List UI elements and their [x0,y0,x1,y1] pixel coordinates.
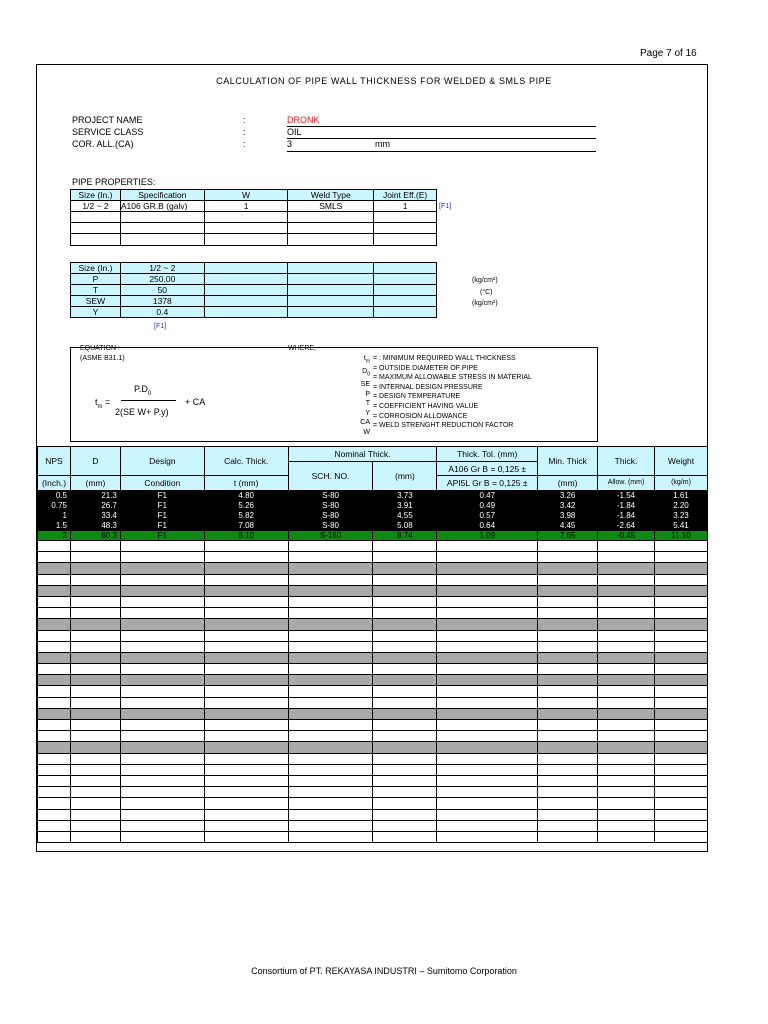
empty-table-row [38,541,708,552]
cell-nps: 1 [38,511,71,521]
param-name: SEW [71,296,121,307]
def-symbol: $t_m$ [363,355,370,365]
cell-nps: 2 [38,531,71,541]
empty-table-row [38,742,708,753]
footer: Consortium of PT. REKAYASA INDUSTRI – Sumitomo Corporation [251,966,517,976]
cell-sch: S-80 [288,501,373,511]
empty-table-row [38,608,708,619]
header-thick-tol: Thick. Tol. (mm) [437,447,538,462]
table-row [38,511,708,521]
header-calc-unit: t (mm) [204,476,288,491]
cell-d: 33.4 [70,511,120,521]
col-header-specification: Specification [120,190,204,201]
param-name: P [71,274,121,285]
param-value: 1378 [120,296,204,307]
header-sch-no: SCH. NO. [288,462,373,491]
header-nps-unit: (Inch.) [38,476,71,491]
cell-sch: S-80 [288,521,373,531]
cell-design: F1 [120,521,204,531]
header-thick-allow: Thick. [598,447,655,476]
def-text: = MAXIMUM ALLOWABLE STRESS IN MATERIAL [373,374,532,382]
cell-joint-eff: 1 [374,201,437,212]
service-class-value [287,127,596,139]
cell-design: F1 [120,491,204,501]
cell-weight: 5.41 [654,521,707,531]
cell-nominal: 4.55 [373,511,437,521]
def-symbol: W [363,428,370,436]
pipe-properties-table [70,189,437,246]
corrosion-allowance-label: COR. ALL.(CA) [72,139,134,149]
param-value: 0.4 [120,307,204,318]
table-row [38,491,708,501]
header-nominal-thick: Nominal Thick. [288,447,437,462]
empty-table-row [38,731,708,742]
empty-table-row [38,641,708,652]
fraction-bar [121,400,176,401]
pipe-properties-heading: PIPE PROPERTIES: [72,177,156,187]
empty-table-row [38,697,708,708]
empty-table-row [38,809,708,820]
cell-design: F1 [120,531,204,541]
cell-weight: 1.61 [654,491,707,501]
cell-allow: -1.54 [598,491,655,501]
empty-table-row [38,708,708,719]
empty-table-row [38,720,708,731]
cell-tol: 0.57 [437,511,538,521]
def-text: = OUTSIDE DIAMETER OF PIPE [373,364,478,372]
col-header-w: W [204,190,288,201]
equation-denominator: 2(SE W+ P.y) [115,407,169,417]
parameter-note: [F1] [154,323,167,330]
def-text: = INTERNAL DESIGN PRESSURE [373,383,483,391]
cell-tol: 1.09 [437,531,538,541]
cell-nps: 0.5 [38,491,71,501]
equation-lhs: $t_m$ = [95,397,111,410]
header-design-unit: Condition [120,476,204,491]
cell-calc: 5.26 [204,501,288,511]
cell-allow: -2.64 [598,521,655,531]
cell-nominal: 8.74 [373,531,437,541]
colon: : [243,139,246,149]
def-symbol: Y [365,409,370,417]
cell-calc: 8.10 [204,531,288,541]
header-nominal-unit: (mm) [373,462,437,491]
header-d: D [70,447,120,476]
empty-table-row [38,619,708,630]
header-min-thick: Min. Thick [538,447,598,476]
cell-tol: 0.64 [437,521,538,531]
cell-nps: 1.5 [38,521,71,531]
empty-table-row [38,585,708,596]
cell-sch: S-80 [288,491,373,501]
cell-nps: 0.75 [38,501,71,511]
cell-w: 1 [204,201,288,212]
cell-d: 60.3 [70,531,120,541]
unit-pressure: (kg/cm²) [472,277,498,284]
parameter-table [70,262,437,318]
service-class-label: SERVICE CLASS [72,127,144,137]
table-row [38,501,708,511]
def-symbol: P [365,390,370,398]
def-text: = DESIGN TEMPERATURE [373,393,461,401]
definition-symbols [340,354,370,438]
empty-table-row [38,787,708,798]
def-symbol: SE [360,380,370,388]
col-header-weld-type: Weld Type [288,190,374,201]
cell-design: F1 [120,501,204,511]
def-symbol: $D_0$ [362,367,370,378]
cell-tol: 0.49 [437,501,538,511]
empty-table-row [38,552,708,563]
cell-min: 3.98 [538,511,598,521]
cell-specification: A106 GR.B (galv) [120,201,204,212]
cell-min: 3.26 [538,491,598,501]
empty-table-row [38,664,708,675]
header-tol-api5l: API5L Gr B = 0,125 ± [437,476,538,491]
colon: : [243,127,246,137]
cell-min: 4.45 [538,521,598,531]
cell-weight: 3.23 [654,511,707,521]
cell-design: F1 [120,511,204,521]
cell-sch: S-160 [288,531,373,541]
param-header-range: 1/2 ~ 2 [120,263,204,274]
param-header-size: Size (In.) [71,263,121,274]
cell-weight: 11.10 [654,531,707,541]
colon: : [243,115,246,125]
cell-allow: -1.84 [598,511,655,521]
unit-stress: (kg/cm²) [472,300,498,307]
def-text: = : MINIMUM REQUIRED WALL THICKNESS [373,355,516,362]
results-table [37,446,708,843]
equation-numerator: $P.D_0$ [134,384,152,397]
project-name-label: PROJECT NAME [72,115,143,125]
cell-d: 26.7 [70,501,120,511]
col-header-size: Size (In.) [71,190,121,201]
cell-min: 7.65 [538,531,598,541]
equation-label: EQUATION : [80,345,120,352]
def-symbol: CA [360,419,370,427]
cell-nominal: 3.91 [373,501,437,511]
unit-temperature: (°C) [480,289,493,296]
param-value: 50 [120,285,204,296]
empty-table-row [38,798,708,809]
cell-nominal: 3.73 [373,491,437,501]
service-class-text: OIL [287,127,302,137]
cell-nominal: 5.08 [373,521,437,531]
header-weight-unit: (kg/m) [654,476,707,491]
empty-table-row [38,753,708,764]
def-text: = CORROSION ALLOWANCE [373,412,468,420]
pipe-properties-note: [F1] [439,203,452,210]
header-allow-unit: Allow. (mm) [598,476,655,491]
cell-calc: 7.08 [204,521,288,531]
empty-table-row [38,630,708,641]
empty-table-row [38,563,708,574]
header-tol-a106: A106 Gr B = 0,125 ± [437,462,538,476]
def-text: = WELD STRENGHT REDUCTION FACTOR [373,422,514,430]
sheet-title: CALCULATION OF PIPE WALL THICKNESS FOR WELDED & SMLS PIPE [216,76,552,86]
empty-table-row [38,596,708,607]
table-row-highlight [38,531,708,541]
cell-d: 48.3 [70,521,120,531]
header-nps: NPS [38,447,71,476]
cell-min: 3.42 [538,501,598,511]
where-label: WHERE, [288,345,316,352]
table-row [38,521,708,531]
def-symbol: T [365,400,370,408]
header-d-unit: (mm) [70,476,120,491]
cell-calc: 4.80 [204,491,288,501]
equation-code: (ASME B31.1) [80,355,125,362]
header-calc-thick: Calc. Thick. [204,447,288,476]
empty-table-row [38,831,708,842]
cell-tol: 0.47 [437,491,538,501]
empty-table-row [38,775,708,786]
cell-allow: -1.84 [598,501,655,511]
empty-table-row [38,820,708,831]
page-number: Page 7 of 16 [640,48,697,59]
empty-table-row [38,686,708,697]
empty-table-row [38,574,708,585]
corrosion-allowance-value [287,139,596,152]
def-text: = COEFFICIENT HAVING VALUE [373,402,479,410]
col-header-joint-eff: Joint Eff.(E) [374,190,437,201]
equation-plus-ca: + CA [185,397,206,407]
cell-d: 21.3 [70,491,120,501]
param-value: 250.00 [120,274,204,285]
cell-allow: -0.45 [598,531,655,541]
corrosion-allowance-text: 3 [287,139,293,149]
cell-weld-type: SMLS [288,201,374,212]
corrosion-allowance-unit: mm [375,139,390,149]
project-name-text: DRONK [287,115,320,125]
project-name-value [287,115,596,127]
empty-table-row [38,675,708,686]
header-weight: Weight [654,447,707,476]
param-name: T [71,285,121,296]
empty-table-row [38,764,708,775]
header-design: Design [120,447,204,476]
cell-weight: 2.20 [654,501,707,511]
cell-sch: S-80 [288,511,373,521]
param-name: Y [71,307,121,318]
definition-texts [373,354,532,431]
cell-size: 1/2 ~ 2 [71,201,121,212]
cell-calc: 5.82 [204,511,288,521]
header-min-unit: (mm) [538,476,598,491]
empty-table-row [38,652,708,663]
